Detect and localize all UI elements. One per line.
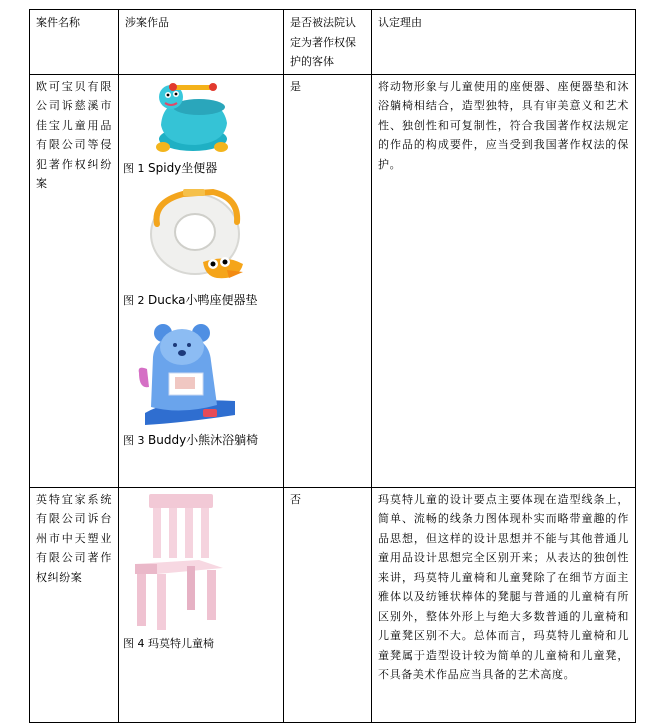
case-table	[29, 9, 636, 723]
header-case-name: 案件名称	[30, 10, 119, 75]
works-cell	[119, 74, 284, 487]
protected-cell: 是	[284, 74, 372, 487]
reason-cell: 玛莫特儿童的设计要点主要体现在造型线条上，简单、流畅的线条力图体现朴实而略带童趣的作品思想，但这样的设计思想并不能与其他普通儿童用品设计思想完全区别开来；从表达的独创性来讲，玛莫特儿童椅和儿童凳除了在细节方面主雅体以及纺锤状棒体的凳腿与普通的儿童椅有所区别外，整体外形上与绝大多数普通的儿童椅和儿童凳区别不大。总体而言，玛莫特儿童椅和儿童凳属于造型设计较为简单的儿童椅和儿童凳，不具备美术作品应当具备的艺术高度。	[372, 487, 636, 722]
figure-3-caption	[123, 431, 277, 451]
figure-4	[125, 490, 277, 654]
bear-bath-chair-photo	[131, 317, 241, 429]
duck-seat-photo	[143, 184, 253, 289]
protected-cell: 否	[284, 487, 372, 722]
figure-4-name: 玛莫特儿童椅	[148, 636, 214, 650]
header-works: 涉案作品	[119, 10, 284, 75]
figure-1	[125, 77, 277, 179]
figure-1-name: Spidy坐便器	[148, 160, 218, 175]
figure-3-label: 图 3	[123, 433, 145, 447]
figure-2	[125, 184, 277, 311]
header-reason: 认定理由	[372, 10, 636, 75]
table-row	[30, 74, 636, 487]
figure-2-caption	[123, 291, 277, 311]
reason-cell: 将动物形象与儿童使用的座便器、座便器垫和沐浴躺椅相结合，造型独特，具有审美意义和艺术性、独创性和可复制性，符合我国著作权法规定的作品的构成要件，应当受到我国著作权法的保护。	[372, 74, 636, 487]
header-protected: 是否被法院认定为著作权保护的客体	[284, 10, 372, 75]
case-name-cell: 欧可宝贝有限公司诉慈溪市佳宝儿童用品有限公司等侵犯著作权纠纷案	[30, 74, 119, 487]
figure-3	[125, 317, 277, 451]
pink-chair-photo	[127, 490, 227, 632]
table-header-row	[30, 10, 636, 75]
figure-4-label: 图 4	[123, 636, 145, 650]
table-row	[30, 487, 636, 722]
figure-1-label: 图 1	[123, 161, 145, 175]
case-name-cell: 英特宜家系统有限公司诉台州市中天塑业有限公司著作权纠纷案	[30, 487, 119, 722]
figure-3-name: Buddy小熊沐浴躺椅	[148, 432, 259, 447]
figure-4-caption	[123, 634, 277, 654]
spidy-potty-photo	[143, 77, 238, 157]
figure-2-label: 图 2	[123, 294, 145, 307]
figure-2-name: Ducka小鸭座便器垫	[148, 293, 258, 307]
figure-1-caption	[123, 159, 277, 179]
works-cell	[119, 487, 284, 722]
